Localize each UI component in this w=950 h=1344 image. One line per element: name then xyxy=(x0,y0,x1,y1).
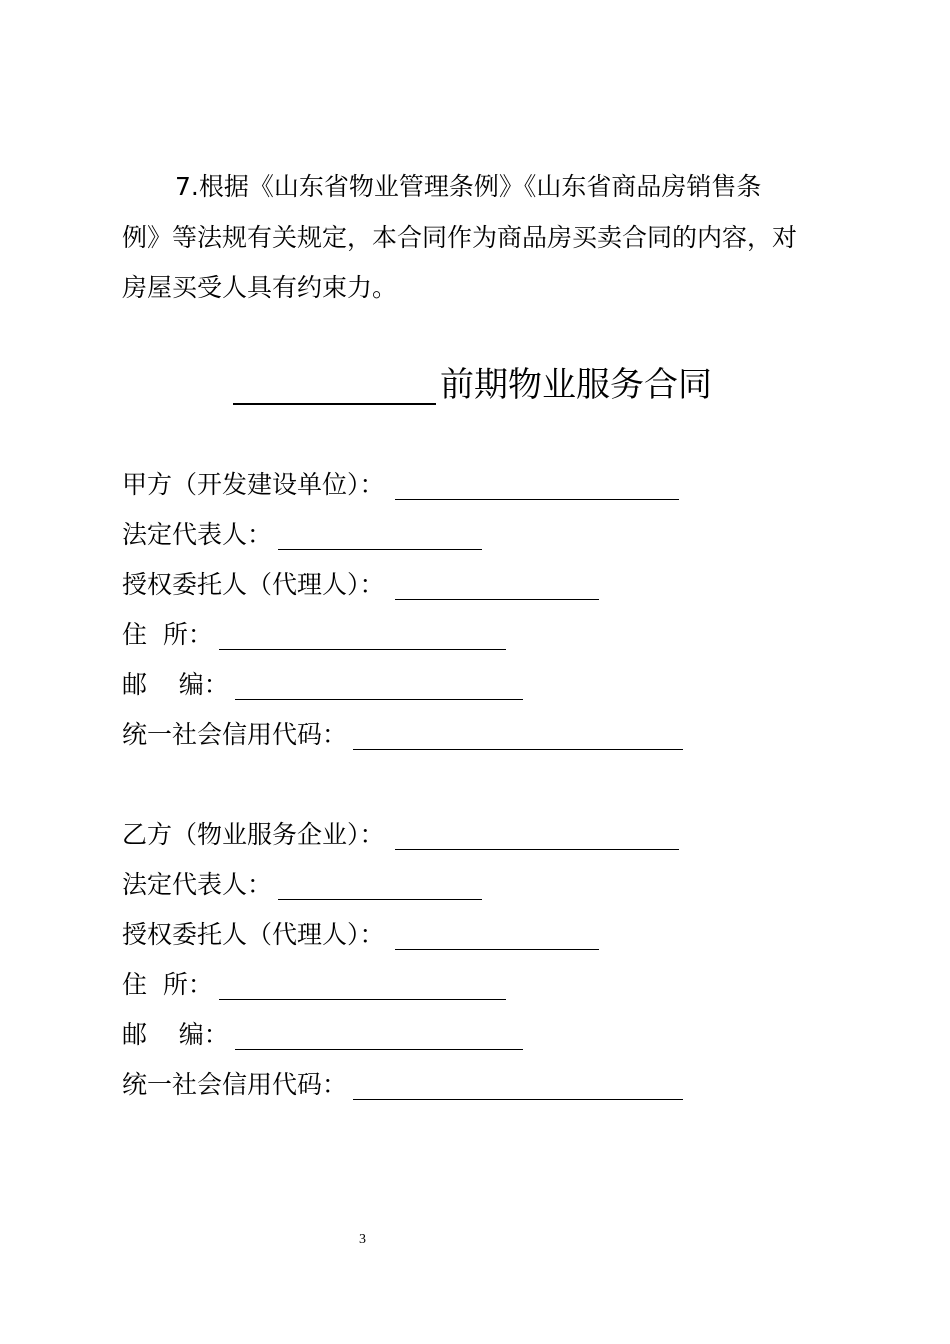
title-blank-line[interactable] xyxy=(233,371,436,405)
party-b-address xyxy=(122,970,506,1000)
party-b-property-company xyxy=(122,820,679,850)
field-label: 统一社会信用代码： xyxy=(122,1070,348,1099)
party-b-agent xyxy=(122,920,599,950)
paragraph-line: 7.根据《山东省物业管理条例》《山东省商品房销售条 xyxy=(175,172,762,201)
field-blank[interactable] xyxy=(395,923,599,950)
title-text: 前期物业服务合同 xyxy=(440,365,712,405)
field-label: 邮 编： xyxy=(122,670,229,699)
field-blank[interactable] xyxy=(219,623,506,650)
field-label: 授权委托人（代理人）： xyxy=(122,570,385,599)
party-a-agent xyxy=(122,570,599,600)
field-label: 甲方（开发建设单位）： xyxy=(122,470,385,499)
field-blank[interactable] xyxy=(353,1073,683,1100)
field-label: 统一社会信用代码： xyxy=(122,720,348,749)
field-blank[interactable] xyxy=(235,673,523,700)
field-blank[interactable] xyxy=(395,823,679,850)
field-blank[interactable] xyxy=(395,473,679,500)
party-a-legal-rep xyxy=(122,520,482,550)
party-b-legal-rep xyxy=(122,870,482,900)
field-label: 住 所： xyxy=(122,970,213,999)
field-blank[interactable] xyxy=(235,1023,523,1050)
field-blank[interactable] xyxy=(278,873,482,900)
field-label: 法定代表人： xyxy=(122,520,273,549)
field-label: 法定代表人： xyxy=(122,870,273,899)
page-number: 3 xyxy=(359,1232,366,1247)
party-b-credit-code xyxy=(122,1070,683,1100)
party-a-developer xyxy=(122,470,679,500)
field-blank[interactable] xyxy=(278,523,482,550)
party-a-credit-code xyxy=(122,720,683,750)
field-label: 住 所： xyxy=(122,620,213,649)
field-blank[interactable] xyxy=(353,723,683,750)
party-a-postcode xyxy=(122,670,523,700)
field-label: 授权委托人（代理人）： xyxy=(122,920,385,949)
party-a-address xyxy=(122,620,506,650)
field-label: 乙方（物业服务企业）： xyxy=(122,820,385,849)
field-label: 邮 编： xyxy=(122,1020,229,1049)
field-blank[interactable] xyxy=(219,973,506,1000)
paragraph-line: 房屋买受人具有约束力。 xyxy=(122,273,398,302)
party-b-postcode xyxy=(122,1020,523,1050)
paragraph-line: 例》等法规有关规定，本合同作为商品房买卖合同的内容，对 xyxy=(122,223,798,252)
field-blank[interactable] xyxy=(395,573,599,600)
contract-title xyxy=(233,365,712,405)
